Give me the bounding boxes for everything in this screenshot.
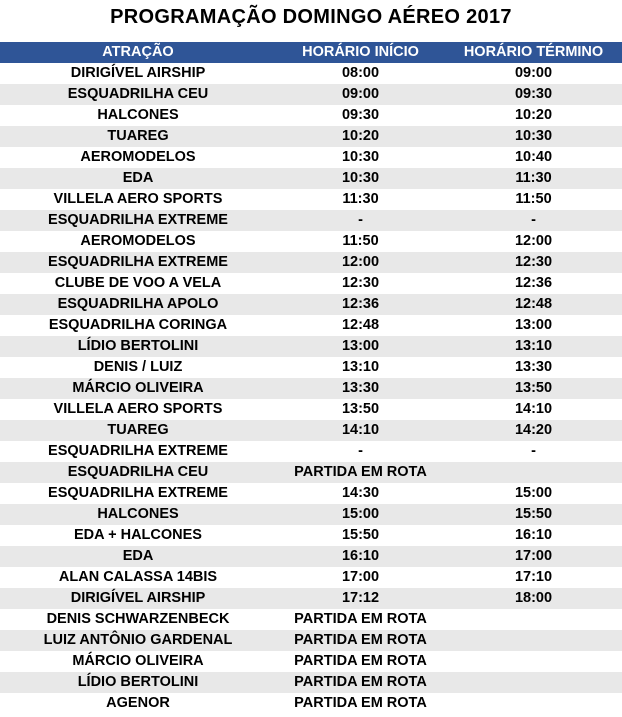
cell-start-time: PARTIDA EM ROTA <box>294 632 427 648</box>
cell-attraction: LUIZ ANTÔNIO GARDENAL <box>43 632 233 648</box>
cell-attraction: AEROMODELOS <box>80 233 196 249</box>
table-body <box>0 63 622 714</box>
table-row <box>0 168 622 189</box>
cell-attraction: EDA <box>122 548 154 564</box>
table-row <box>0 567 622 588</box>
cell-start-time: 13:10 <box>341 359 380 375</box>
cell-start-time: 14:30 <box>341 485 380 501</box>
table-row <box>0 252 622 273</box>
table-row <box>0 651 622 672</box>
cell-end-time: 12:30 <box>514 254 553 270</box>
cell-start-time: 13:30 <box>341 380 380 396</box>
cell-attraction: ESQUADRILHA EXTREME <box>48 254 228 270</box>
cell-end-time: 09:30 <box>514 86 553 102</box>
table-row <box>0 378 622 399</box>
cell-end-time: 13:30 <box>514 359 553 375</box>
cell-attraction: DIRIGÍVEL AIRSHIP <box>70 590 206 606</box>
cell-attraction: HALCONES <box>97 107 179 123</box>
cell-start-time: - <box>358 443 363 459</box>
cell-end-time <box>445 651 622 672</box>
cell-start-time: 11:50 <box>342 233 379 249</box>
cell-attraction: DENIS SCHWARZENBECK <box>46 611 230 627</box>
cell-attraction: ESQUADRILHA APOLO <box>57 296 219 312</box>
cell-end-time: 15:00 <box>514 485 553 501</box>
cell-attraction: ESQUADRILHA EXTREME <box>48 212 228 228</box>
table-row <box>0 462 622 483</box>
cell-end-time: 12:00 <box>514 233 553 249</box>
cell-end-time: 09:00 <box>514 65 553 81</box>
cell-end-time: 11:30 <box>515 170 552 186</box>
cell-attraction: DIRIGÍVEL AIRSHIP <box>70 65 206 81</box>
cell-end-time: 16:10 <box>514 527 553 543</box>
table-row <box>0 294 622 315</box>
cell-attraction: ESQUADRILHA CEU <box>67 86 209 102</box>
table-row <box>0 609 622 630</box>
cell-end-time <box>445 672 622 693</box>
cell-end-time: 18:00 <box>514 590 553 606</box>
table-row <box>0 147 622 168</box>
table-row <box>0 105 622 126</box>
cell-end-time: 10:20 <box>514 107 553 123</box>
header-attraction: ATRAÇÃO <box>102 44 174 60</box>
table-row <box>0 672 622 693</box>
cell-start-time: 10:20 <box>341 128 380 144</box>
table-header <box>0 42 622 63</box>
table-row <box>0 546 622 567</box>
table-row <box>0 63 622 84</box>
cell-end-time: 14:20 <box>514 422 553 438</box>
cell-end-time: 11:50 <box>515 191 552 207</box>
cell-attraction: LÍDIO BERTOLINI <box>77 338 199 354</box>
cell-start-time: 14:10 <box>341 422 380 438</box>
table-row <box>0 525 622 546</box>
table-row <box>0 630 622 651</box>
cell-end-time: 10:30 <box>514 128 553 144</box>
cell-start-time: PARTIDA EM ROTA <box>294 695 427 711</box>
cell-end-time <box>445 462 622 483</box>
cell-start-time: PARTIDA EM ROTA <box>294 464 427 480</box>
cell-start-time: 08:00 <box>341 65 380 81</box>
cell-start-time: 13:50 <box>341 401 380 417</box>
table-row <box>0 483 622 504</box>
cell-attraction: ALAN CALASSA 14BIS <box>58 569 218 585</box>
cell-end-time: 12:48 <box>514 296 553 312</box>
cell-start-time: 10:30 <box>341 149 380 165</box>
table-row <box>0 693 622 714</box>
cell-attraction: VILLELA AERO SPORTS <box>53 191 223 207</box>
cell-end-time <box>445 693 622 714</box>
cell-attraction: LÍDIO BERTOLINI <box>77 674 199 690</box>
cell-end-time: 13:00 <box>514 317 553 333</box>
table-row <box>0 504 622 525</box>
cell-end-time: 12:36 <box>514 275 553 291</box>
cell-attraction: MÁRCIO OLIVEIRA <box>72 653 204 669</box>
cell-start-time: 12:36 <box>341 296 380 312</box>
page-title: PROGRAMAÇÃO DOMINGO AÉREO 2017 <box>110 6 512 28</box>
cell-start-time: 12:48 <box>341 317 380 333</box>
cell-attraction: TUAREG <box>107 422 169 438</box>
cell-attraction: HALCONES <box>97 506 179 522</box>
cell-attraction: MÁRCIO OLIVEIRA <box>72 380 204 396</box>
cell-attraction: ESQUADRILHA CORINGA <box>48 317 228 333</box>
cell-end-time: - <box>531 212 536 228</box>
cell-start-time: 10:30 <box>341 170 380 186</box>
cell-end-time: - <box>531 443 536 459</box>
table-row <box>0 315 622 336</box>
cell-attraction: VILLELA AERO SPORTS <box>53 401 223 417</box>
cell-start-time: 15:00 <box>341 506 380 522</box>
cell-start-time: 17:00 <box>341 569 380 585</box>
table-row <box>0 399 622 420</box>
cell-start-time: 17:12 <box>341 590 380 606</box>
cell-end-time <box>445 609 622 630</box>
cell-start-time: - <box>358 212 363 228</box>
cell-start-time: PARTIDA EM ROTA <box>294 611 427 627</box>
table-row <box>0 126 622 147</box>
cell-start-time: 11:30 <box>342 191 379 207</box>
cell-start-time: PARTIDA EM ROTA <box>294 674 427 690</box>
cell-start-time: 09:00 <box>341 86 380 102</box>
cell-end-time: 13:10 <box>514 338 553 354</box>
header-end-time: HORÁRIO TÉRMINO <box>463 44 604 60</box>
schedule-table <box>0 42 622 714</box>
cell-attraction: CLUBE DE VOO A VELA <box>54 275 222 291</box>
table-row <box>0 420 622 441</box>
cell-start-time: 15:50 <box>341 527 380 543</box>
cell-end-time: 17:00 <box>514 548 553 564</box>
cell-attraction: DENIS / LUIZ <box>93 359 183 375</box>
cell-attraction: EDA + HALCONES <box>74 527 202 543</box>
cell-end-time: 17:10 <box>514 569 553 585</box>
table-row <box>0 441 622 462</box>
cell-start-time: 09:30 <box>341 107 380 123</box>
cell-attraction: ESQUADRILHA CEU <box>67 464 209 480</box>
cell-start-time: 16:10 <box>341 548 380 564</box>
cell-end-time: 13:50 <box>514 380 553 396</box>
cell-attraction: AEROMODELOS <box>80 149 196 165</box>
cell-attraction: EDA <box>122 170 154 186</box>
cell-start-time: PARTIDA EM ROTA <box>294 653 427 669</box>
table-row <box>0 189 622 210</box>
table-row <box>0 357 622 378</box>
cell-end-time: 10:40 <box>514 149 553 165</box>
cell-start-time: 12:30 <box>341 275 380 291</box>
header-start-time: HORÁRIO INÍCIO <box>302 44 419 60</box>
cell-start-time: 13:00 <box>341 338 380 354</box>
cell-end-time: 14:10 <box>514 401 553 417</box>
cell-attraction: AGENOR <box>106 695 170 711</box>
cell-end-time <box>445 630 622 651</box>
cell-attraction: ESQUADRILHA EXTREME <box>48 485 228 501</box>
table-row <box>0 273 622 294</box>
cell-start-time: 12:00 <box>341 254 380 270</box>
table-row <box>0 231 622 252</box>
cell-attraction: TUAREG <box>107 128 169 144</box>
table-row <box>0 588 622 609</box>
table-row <box>0 336 622 357</box>
cell-end-time: 15:50 <box>514 506 553 522</box>
table-row <box>0 84 622 105</box>
cell-attraction: ESQUADRILHA EXTREME <box>48 443 228 459</box>
table-row <box>0 210 622 231</box>
